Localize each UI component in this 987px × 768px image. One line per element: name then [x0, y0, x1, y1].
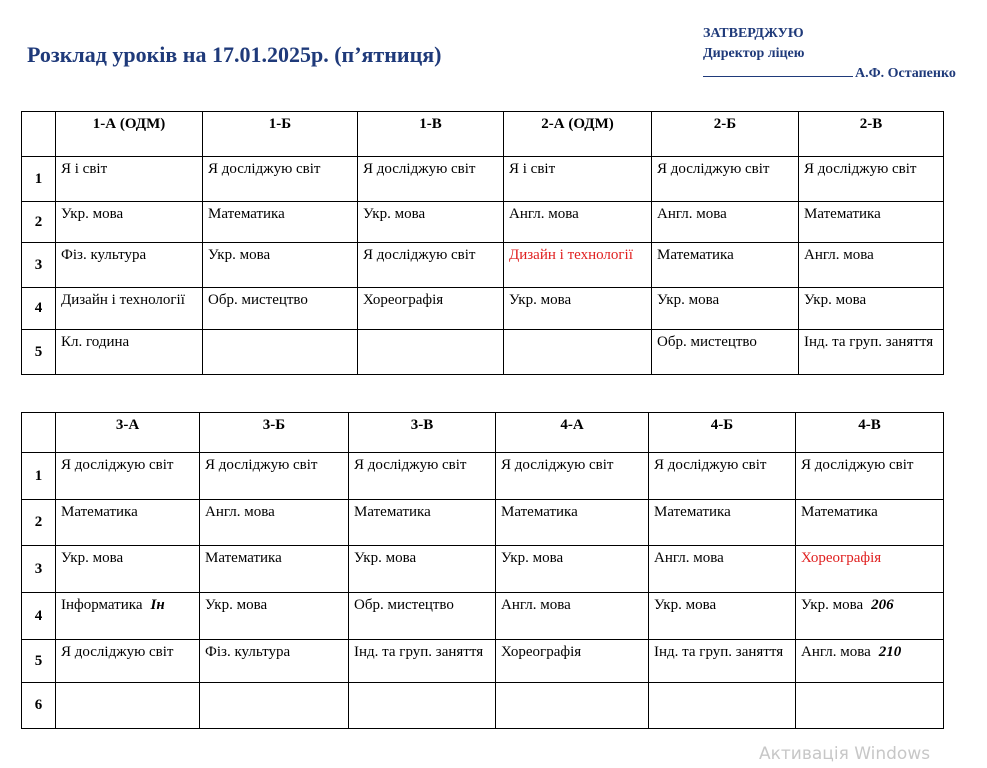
- subject-name: Я досліджую світ: [61, 644, 174, 660]
- subject-name: Я досліджую світ: [804, 161, 917, 177]
- lesson-cell: [200, 683, 349, 729]
- lesson-cell: [496, 546, 649, 593]
- lesson-cell: [358, 202, 504, 243]
- subject-name: Математика: [208, 206, 285, 222]
- subject-name: Математика: [804, 206, 881, 222]
- lesson-cell: [358, 288, 504, 330]
- lesson-row: [22, 157, 944, 202]
- lesson-cell: [649, 593, 796, 640]
- class-header: 2-А (ОДМ): [504, 112, 652, 157]
- approval-position: Директор ліцею: [703, 46, 805, 61]
- lesson-cell: [796, 640, 944, 683]
- subject-name: Укр. мова: [804, 292, 867, 308]
- class-header: 4-А: [496, 413, 649, 453]
- lesson-cell: [349, 500, 496, 546]
- page-title: Розклад уроків на 17.01.2025р. (п’ятниця): [27, 42, 442, 67]
- class-header: 3-А: [56, 413, 200, 453]
- lesson-row: [22, 683, 944, 729]
- lesson-cell: [799, 202, 944, 243]
- subject-name: Кл. година: [61, 334, 130, 350]
- class-header: 1-Б: [203, 112, 358, 157]
- subject-name: Укр. мова: [354, 550, 417, 566]
- lesson-cell: [349, 546, 496, 593]
- lesson-cell: [652, 243, 799, 288]
- subject-name: Обр. мистецтво: [657, 334, 757, 350]
- subject-name: Хореографія: [363, 292, 444, 308]
- lesson-row: [22, 500, 944, 546]
- subject-name: Інформатика: [61, 597, 143, 613]
- lesson-cell: [56, 500, 200, 546]
- schedule-table-grades-1-2: [21, 111, 944, 375]
- lesson-cell: [504, 157, 652, 202]
- lesson-row: [22, 330, 944, 375]
- subject-name: Дизайн і технології: [509, 247, 633, 263]
- subject-name: Я і світ: [509, 161, 556, 177]
- lesson-cell: [56, 546, 200, 593]
- subject-name: Інд. та груп. заняття: [354, 644, 484, 660]
- lesson-cell: [56, 243, 203, 288]
- lesson-cell: [56, 288, 203, 330]
- lesson-cell: [203, 243, 358, 288]
- subject-name: Укр. мова: [509, 292, 572, 308]
- lesson-cell: [652, 330, 799, 375]
- subject-name: Інд. та груп. заняття: [654, 644, 784, 660]
- subject-name: Я досліджую світ: [654, 457, 767, 473]
- lesson-cell: [799, 243, 944, 288]
- lesson-row: [22, 546, 944, 593]
- lesson-cell: [200, 453, 349, 500]
- lesson-cell: [349, 453, 496, 500]
- lesson-cell: [200, 546, 349, 593]
- lesson-cell: [358, 330, 504, 375]
- lesson-cell: [358, 243, 504, 288]
- lesson-cell: [56, 202, 203, 243]
- lesson-number: 3: [22, 243, 56, 288]
- subject-name: Математика: [801, 504, 878, 520]
- subject-name: Хореографія: [801, 550, 882, 566]
- lesson-number: 4: [22, 593, 56, 640]
- subject-name: Я і світ: [61, 161, 108, 177]
- subject-name: Інд. та груп. заняття: [804, 334, 934, 350]
- lesson-cell: [649, 500, 796, 546]
- room-number: 206: [871, 597, 894, 613]
- lesson-cell: [349, 593, 496, 640]
- subject-name: Укр. мова: [208, 247, 271, 263]
- lesson-cell: [200, 593, 349, 640]
- subject-name: Фіз. культура: [205, 644, 291, 660]
- lesson-cell: [496, 593, 649, 640]
- lesson-cell: [799, 288, 944, 330]
- subject-name: Англ. мова: [657, 206, 727, 222]
- lesson-cell: [56, 157, 203, 202]
- lesson-number: 1: [22, 453, 56, 500]
- subject-name: Я досліджую світ: [363, 161, 476, 177]
- lesson-cell: [203, 157, 358, 202]
- class-header: 4-Б: [649, 413, 796, 453]
- approval-signature: [703, 64, 956, 84]
- schedule-table-grades-3-4: [21, 412, 944, 729]
- header-corner: [22, 112, 56, 157]
- lesson-cell: [496, 640, 649, 683]
- lesson-cell: [349, 683, 496, 729]
- signature-line: [703, 64, 853, 77]
- subject-name: Я досліджую світ: [801, 457, 914, 473]
- subject-name: Математика: [354, 504, 431, 520]
- lesson-cell: [496, 683, 649, 729]
- lesson-cell: [349, 640, 496, 683]
- subject-name: Укр. мова: [61, 206, 124, 222]
- subject-name: Я досліджую світ: [205, 457, 318, 473]
- subject-name: Англ. мова: [804, 247, 874, 263]
- subject-name: Хореографія: [501, 644, 582, 660]
- lesson-number: 3: [22, 546, 56, 593]
- subject-name: Англ. мова: [501, 597, 571, 613]
- lesson-cell: [504, 330, 652, 375]
- lesson-cell: [358, 157, 504, 202]
- director-name: А.Ф. Остапенко: [855, 66, 956, 81]
- lesson-cell: [652, 202, 799, 243]
- subject-name: Укр. мова: [61, 550, 124, 566]
- lesson-row: [22, 453, 944, 500]
- lesson-row: [22, 202, 944, 243]
- lesson-cell: [504, 202, 652, 243]
- lesson-cell: [496, 453, 649, 500]
- lesson-cell: [796, 500, 944, 546]
- approval-heading: ЗАТВЕРДЖУЮ: [703, 26, 804, 41]
- lesson-cell: [649, 640, 796, 683]
- lesson-number: 1: [22, 157, 56, 202]
- lesson-cell: [56, 640, 200, 683]
- class-header: 1-В: [358, 112, 504, 157]
- lesson-number: 5: [22, 640, 56, 683]
- lesson-cell: [56, 593, 200, 640]
- lesson-cell: [504, 243, 652, 288]
- lesson-row: [22, 243, 944, 288]
- lesson-cell: [796, 683, 944, 729]
- lesson-cell: [796, 453, 944, 500]
- class-header: 3-В: [349, 413, 496, 453]
- lesson-number: 4: [22, 288, 56, 330]
- lesson-cell: [652, 157, 799, 202]
- lesson-cell: [796, 593, 944, 640]
- lesson-row: [22, 640, 944, 683]
- subject-name: Укр. мова: [654, 597, 717, 613]
- subject-name: Я досліджую світ: [208, 161, 321, 177]
- lesson-cell: [56, 683, 200, 729]
- lesson-cell: [203, 330, 358, 375]
- subject-name: Укр. мова: [205, 597, 268, 613]
- header-corner: [22, 413, 56, 453]
- lesson-cell: [796, 546, 944, 593]
- class-header: 2-В: [799, 112, 944, 157]
- approval-block: [703, 24, 956, 84]
- subject-name: Обр. мистецтво: [208, 292, 308, 308]
- subject-name: Англ. мова: [801, 644, 871, 660]
- subject-name: Я досліджую світ: [61, 457, 174, 473]
- lesson-cell: [799, 157, 944, 202]
- subject-name: Укр. мова: [801, 597, 864, 613]
- subject-name: Я досліджую світ: [354, 457, 467, 473]
- lesson-cell: [203, 202, 358, 243]
- subject-name: Математика: [657, 247, 734, 263]
- lesson-cell: [496, 500, 649, 546]
- subject-name: Математика: [501, 504, 578, 520]
- subject-name: Англ. мова: [654, 550, 724, 566]
- class-header: 4-В: [796, 413, 944, 453]
- subject-name: Дизайн і технології: [61, 292, 185, 308]
- subject-name: Я досліджую світ: [363, 247, 476, 263]
- room-number: Ін: [150, 597, 165, 613]
- subject-name: Математика: [61, 504, 138, 520]
- class-header: 2-Б: [652, 112, 799, 157]
- subject-name: Я досліджую світ: [501, 457, 614, 473]
- windows-activation-watermark: Активація Windows: [759, 744, 931, 764]
- lesson-row: [22, 593, 944, 640]
- lesson-cell: [799, 330, 944, 375]
- lesson-cell: [56, 453, 200, 500]
- room-number: 210: [878, 644, 902, 660]
- lesson-cell: [56, 330, 203, 375]
- subject-name: Фіз. культура: [61, 247, 147, 263]
- subject-name: Математика: [654, 504, 731, 520]
- subject-name: Математика: [205, 550, 282, 566]
- subject-name: Укр. мова: [363, 206, 426, 222]
- lesson-number: 6: [22, 683, 56, 729]
- subject-name: Англ. мова: [205, 504, 275, 520]
- subject-name: Я досліджую світ: [657, 161, 770, 177]
- lesson-cell: [504, 288, 652, 330]
- lesson-cell: [200, 640, 349, 683]
- lesson-number: 2: [22, 202, 56, 243]
- subject-name: Обр. мистецтво: [354, 597, 454, 613]
- lesson-cell: [652, 288, 799, 330]
- subject-name: Англ. мова: [509, 206, 579, 222]
- subject-name: Укр. мова: [501, 550, 564, 566]
- lesson-number: 2: [22, 500, 56, 546]
- lesson-cell: [649, 453, 796, 500]
- lesson-cell: [649, 683, 796, 729]
- lesson-cell: [200, 500, 349, 546]
- lesson-cell: [203, 288, 358, 330]
- subject-name: Укр. мова: [657, 292, 720, 308]
- class-header: 3-Б: [200, 413, 349, 453]
- lesson-cell: [649, 546, 796, 593]
- class-header: 1-А (ОДМ): [56, 112, 203, 157]
- lesson-number: 5: [22, 330, 56, 375]
- lesson-row: [22, 288, 944, 330]
